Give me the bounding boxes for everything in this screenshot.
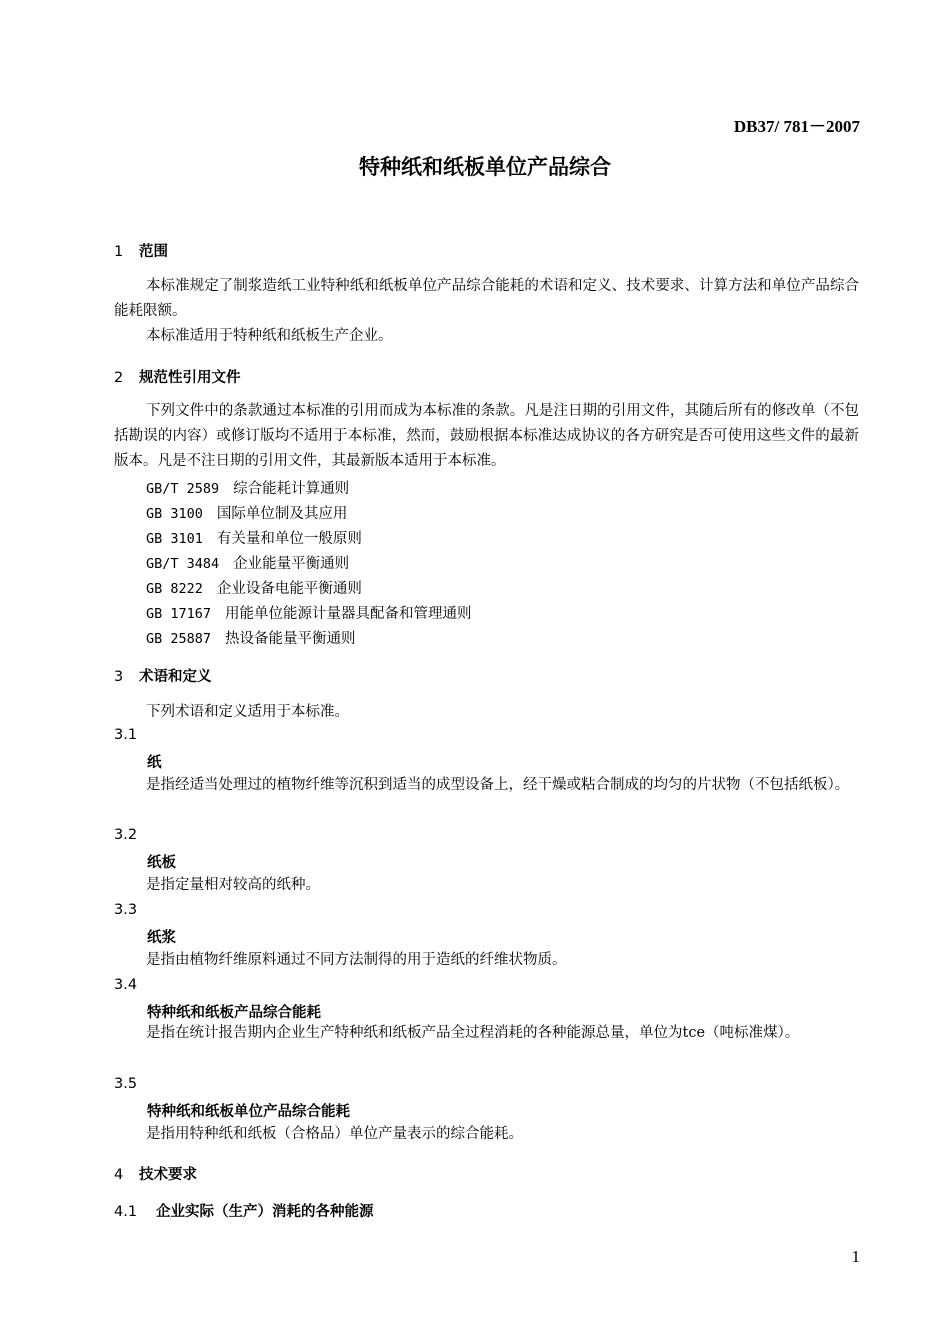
term-number: 3.1 [114,727,138,743]
term-number: 3.4 [114,977,138,993]
reference-code: GB 8222 [146,581,203,597]
section-1-paragraph-1: 本标准规定了制浆造纸工业特种纸和纸板单位产品综合能耗的术语和定义、技术要求、计算方法和单位产品综合能耗限额。 [114,278,859,319]
section-number: 2 [114,370,124,386]
term-definition: 是指在统计报告期内企业生产特种纸和纸板产品全过程消耗的各种能源总量，单位为tce（吨标准煤）。 [146,1025,800,1041]
term-number: 3.5 [114,1076,138,1092]
subsection-number: 4.1 [114,1204,138,1220]
reference-title: 企业能量平衡通则 [233,556,350,572]
section-number: 1 [114,244,124,260]
section-title: 范围 [139,244,168,260]
term-name: 特种纸和纸板产品综合能耗 [147,1005,321,1021]
subsection-4-1-heading [114,1200,374,1221]
section-3-heading [114,665,212,686]
section-title: 规范性引用文件 [139,370,241,386]
reference-title: 国际单位制及其应用 [216,506,348,522]
term-name: 特种纸和纸板单位产品综合能耗 [147,1104,350,1120]
reference-item [146,602,472,623]
reference-code: GB 3100 [146,506,203,522]
term-number: 3.2 [114,827,138,843]
term-definition: 是指用特种纸和纸板（合格品）单位产量表示的综合能耗。 [146,1126,523,1142]
section-title: 术语和定义 [139,669,212,685]
reference-item [146,477,349,498]
section-4-heading [114,1163,197,1184]
reference-code: GB 17167 [146,606,212,622]
subsection-title: 企业实际（生产）消耗的各种能源 [156,1204,374,1220]
reference-title: 有关量和单位一般原则 [216,531,362,547]
reference-title: 用能单位能源计量器具配备和管理通则 [225,606,472,622]
term-definition: 是指经适当处理过的植物纤维等沉积到适当的成型设备上，经干燥或粘合制成的均匀的片状物（不包括纸板）。 [146,777,850,793]
document-title: 特种纸和纸板单位产品综合 [359,155,611,179]
section-1-heading [114,240,168,261]
reference-title: 企业设备电能平衡通则 [216,581,362,597]
term-name: 纸浆 [147,930,176,946]
section-1-paragraph-2: 本标准适用于特种纸和纸板生产企业。 [146,328,393,344]
section-number: 3 [114,669,124,685]
reference-code: GB 3101 [146,531,203,547]
page-number: 1 [851,1247,860,1266]
reference-item [146,552,349,573]
section-3-paragraph-1: 下列术语和定义适用于本标准。 [146,704,349,720]
reference-code: GB/T 3484 [146,556,220,572]
term-name: 纸板 [147,855,176,871]
reference-title: 综合能耗计算通则 [233,481,350,497]
section-2-paragraph-1: 下列文件中的条款通过本标准的引用而成为本标准的条款。凡是注日期的引用文件，其随后所有的修改单（不包括勘误的内容）或修订版均不适用于本标准，然而，鼓励根据本标准达成协议的各方研究是否可使用这些文件的最新版本。凡是不注日期的引用文件，其最新版本适用于本标准。 [114,403,859,469]
reference-item [146,627,356,648]
reference-code: GB/T 2589 [146,481,220,497]
reference-item [146,502,347,523]
term-number: 3.3 [114,902,138,918]
term-definition: 是指由植物纤维原料通过不同方法制得的用于造纸的纤维状物质。 [146,952,567,968]
standard-code: DB37/ 781－2007 [733,117,860,136]
term-name: 纸 [147,755,162,771]
section-title: 技术要求 [139,1167,197,1183]
section-number: 4 [114,1167,124,1183]
reference-item [146,577,362,598]
reference-code: GB 25887 [146,631,212,647]
term-definition: 是指定量相对较高的纸种。 [146,877,320,893]
reference-item [146,527,362,548]
reference-title: 热设备能量平衡通则 [225,631,356,647]
section-2-heading [114,366,241,387]
